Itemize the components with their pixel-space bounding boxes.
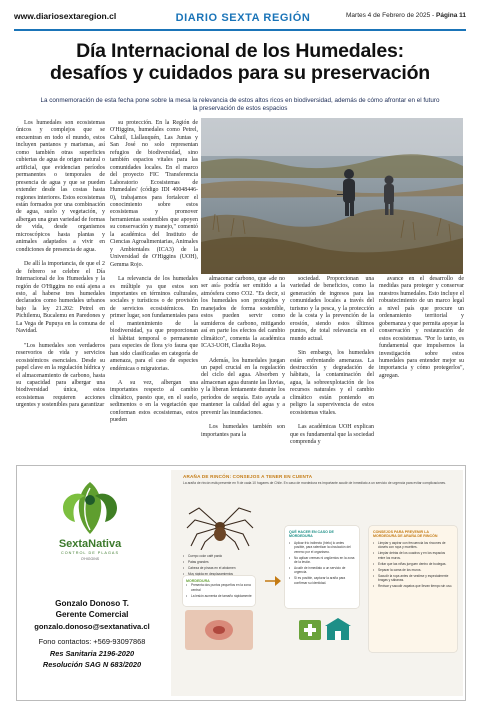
bite-card <box>183 576 255 606</box>
first-aid-icons <box>299 616 351 642</box>
trait-item: • Patas grandes <box>183 560 255 564</box>
flow-arrow-icon <box>261 526 285 636</box>
bite-item: • La lesión aumenta de tamaño rápidamente <box>186 594 252 598</box>
brand-region: O'HIGGINS <box>80 557 100 561</box>
infographic-title: ARAÑA DE RINCÓN: CONSEJOS A TENER EN CUENTA <box>183 474 313 479</box>
what-to-do-title: QUÉ HACER EN CASO DE MORDEDURA <box>289 530 334 539</box>
prevention-tips-card <box>369 526 457 652</box>
article-paragraph: De allí la importancia, de que el 2 de febrero se celebre el Día Internacional de los Humedales y la región de O'Higgins no está ajena a esto, al haberse tres humedales declarados como humedales urbanos bajo la ley 21.202: Petrel en Pichilemu, Bucalemu en Paredones y La Vega de Pupuya en la comuna de Navidad. <box>16 261 105 335</box>
tip-item: • Limpiar detrás de los cuadros y en los espacios entre los muros. <box>373 551 453 560</box>
article-column-4 <box>290 276 374 454</box>
article-paragraph: Sin embargo, los humedales están enfrentando amenazas. La destrucción y degradación de hábitats, la contaminación del agua, la sobreexplotación de los recursos naturales y el cambio climático están poniendo en peligro la supervivencia de estos ecosistemas vitales. <box>290 350 374 416</box>
tip-item: • Sacudir la ropa antes de vestirse y especialmente bragas y sábanas. <box>373 574 453 583</box>
article-paragraph: La relevancia de los humedales es múltiple ya que estos son importantes en términos culturales, sociales y turísticos o de provisión de servicios ecosistémicos. En primer lugar, son fundamentales para el mantenimiento de la biodiversidad, ya que proporcionan el hábitat temporal o permanente para especies de flora y/o fauna que han sido clasificadas en categoría de amenaza, para el caso de especies endémicas o migratorias. <box>110 276 198 372</box>
article-paragraph: "Los humedales son verdaderos reservorios de vida y servicios ecosistémicos esenciales. Desde su papel clave en la regulación hídrica y el almacenamiento de carbono, hasta su capacidad para albergar una biodiversidad única, estos ecosistemas requieren acciones urgentes y sostenibles para garantizar <box>16 342 105 409</box>
wetland-photo <box>201 118 463 274</box>
wetland-photo-art <box>201 118 463 274</box>
headline-line-2: desafíos y cuidados para su preservación <box>50 62 430 84</box>
advertisement <box>16 465 466 701</box>
masthead: DIARIO SEXTA REGIÓN <box>164 8 322 28</box>
spider-traits <box>183 554 255 578</box>
sextanativa-logo <box>45 478 135 568</box>
contact-email[interactable]: gonzalo.donoso@sextanativa.cl <box>34 622 150 631</box>
article-paragraph: Las académicas UOH explican que es fundamental que la sociedad comprenda y <box>290 424 374 446</box>
spider-icon <box>185 500 255 550</box>
tip-item: • Limpiar y aspirar con frecuencia los rincones de closets con ropa y muebles. <box>373 541 453 550</box>
todo-item: • Aplicar frío indirecto (hielo) lo antes posible, para ralentizar la circulación del veneno por el organismo. <box>289 541 355 554</box>
spider-infographic <box>171 470 463 696</box>
page-number: Página 11 <box>436 12 466 19</box>
article-paragraph: su protección. En la Región de O'Higgins, humedales como Petrel, Cahuil, Llallauquén, Las Juntas y San José no solo representan refugios de biodiversidad, sino también espacios vitales para las comunidades locales. En el marco del proyecto FIC 'Transferencia Laboratorio Ecosistemas de Humedales' (código IDI 40048446-0), trabajamos para fortalecer el conocimiento sobre estos ecosistemas y promover herramientas sostenibles que apoyen su conservación y manejo," comentó la académica del Instituto de Ciencias Agroalimentarias, Animales y Ambientales (ICA3) de la Universidad de O'Higgins (UOH), Gemma Rojo. <box>110 120 198 268</box>
article-paragraph: almacenar carbono, que «de no ser así» podría ser emitido a la atmósfera como CO2. "Es decir, si los humedales son protegidos y manejados de forma sostenible, estos pueden servir como sumideros de carbono, mitigando así en parte los efectos del cambio climático", comenta la académica ICA3-UOH, Claudia Rojas. <box>201 276 285 350</box>
headline-line-1: Día Internacional de los Humedales: <box>76 40 404 62</box>
article-column-5 <box>379 276 464 387</box>
ad-brand-panel <box>17 466 167 700</box>
article-paragraph: avance en el desarrollo de medidas para proteger y conservar nuestros humedales. Esto incluye el robustecimiento de un marco legal a nivel país que procure un ordenamiento territorial y gobernanza y que permita apoyar la conservación y restauración de estos ecosistemas. "Por lo tanto, es fundamental que impulsemos la investigación sobre estos humedales para entender mejor su importancia y cómo protegerlos", agregan. <box>379 276 464 379</box>
sag-resolution: Resolución SAG N 683/2020 <box>42 660 142 669</box>
issue-date: Martes 4 de Febrero de 2025 <box>346 12 431 19</box>
bite-item: • Presenta dos puntos pequeños en la zona central <box>186 583 252 592</box>
contact-role: Gerente Comercial <box>55 610 129 619</box>
article-paragraph: sociedad. Proporcionan una variedad de beneficios, como la generación de ingresos para las comunidades locales a través del turismo y la pesca, y la protección de la costa y la prevención de la erosión, siendo estos últimos puntos, de total relevancia en el mundo actual. <box>290 276 374 342</box>
tip-item: • Evitar que las niñas jueguen dentro de bodegas. <box>373 562 453 566</box>
bite-title: MORDEDURA <box>186 579 210 583</box>
todo-item: • Si es posible, capturar la araña para confirmar su identidad. <box>289 576 355 585</box>
contact-name: Gonzalo Donoso T. <box>55 599 129 608</box>
article-column-3 <box>201 276 285 446</box>
article-column-2 <box>110 120 198 432</box>
trait-item: • Muy rápida en desplazamientos <box>183 572 255 576</box>
header-rule <box>14 29 466 31</box>
tip-item: • Revisar y sacudir zapatos que llevan tiempo sin uso. <box>373 584 453 588</box>
article-paragraph: Los humedales son ecosistemas únicos y complejos que se encuentran en todo el mundo, estos incluyen pantanos y marismas, así como también otras superficies cubiertas de agua de origen natural o artificial, que evidencian períodos permanentes o temporales de presencia de agua y que se pueden extender desde las costas hasta regiones interiores. Estos ecosistemas están formados por una combinación de agua, suelo y vegetación, y albergan una gran variedad de formas de vida, desde organismos microscópicos hasta plantas y animales adaptados a vivir en condiciones de presencia de agua. <box>16 120 105 253</box>
infographic-intro: La araña de rincón está presente en 9 de cada 10 hogares de Chile. En caso de mordedura es importante acudir de inmediato a un servicio de urgencia para evitar complicaciones. <box>183 481 446 485</box>
tip-item: • Separar la cama de los muros. <box>373 568 453 572</box>
headline <box>14 40 466 84</box>
trait-item: • Cabeza de pinzas en el abdomen <box>183 566 255 570</box>
prevention-title: CONSEJOS PARA PREVENIR LA MORDEDURA DE ARAÑA DE RINCÓN <box>373 530 438 539</box>
article-paragraph: Los humedales también son importantes para la <box>201 424 285 438</box>
article-column-1 <box>16 120 105 417</box>
todo-item: • Acudir de inmediato a un servicio de urgencia. <box>289 566 355 575</box>
contact-phone[interactable]: Fono contactos: +569-93097868 <box>38 637 146 646</box>
dateline: Martes 4 de Febrero de 2025 - Página 11 <box>346 12 466 19</box>
bite-wound-image <box>185 610 253 650</box>
article-paragraph: Además, los humedales juegan un papel crucial en la regulación del ciclo del agua. Absorben y almacenan agua durante las lluvias, y la liberan lentamente durante los períodos de sequía. Esto ayuda a mantener la calidad del agua y a prevenir las inundaciones. <box>201 357 285 416</box>
article-paragraph: A su vez, albergan una importantes respecto al cambio climático, puesto que, en el suelo, sedimentos o en la vegetación que conforman estos ecosistemas, estos pueden <box>110 379 198 424</box>
deck: La conmemoración de esta fecha pone sobre la mesa la relevancia de estos altos ricos en biodiversidad, además de cómo afrontar en el futuro la preservación de estos espacios <box>40 97 440 112</box>
todo-item: • No aplicar cremas ni ungüentos en la zona de la lesión. <box>289 556 355 565</box>
sanitary-resolution: Res Sanitaria 2196-2020 <box>49 649 135 658</box>
what-to-do-card <box>285 526 359 608</box>
brand-name: SextaNativa <box>58 538 122 550</box>
brand-tagline: CONTROL DE PLAGAS <box>60 551 119 555</box>
trait-item: • Cuerpo color café pardo <box>183 554 255 558</box>
site-url[interactable]: www.diariosextaregion.cl <box>14 11 117 21</box>
logo-mark-icon <box>45 478 135 540</box>
